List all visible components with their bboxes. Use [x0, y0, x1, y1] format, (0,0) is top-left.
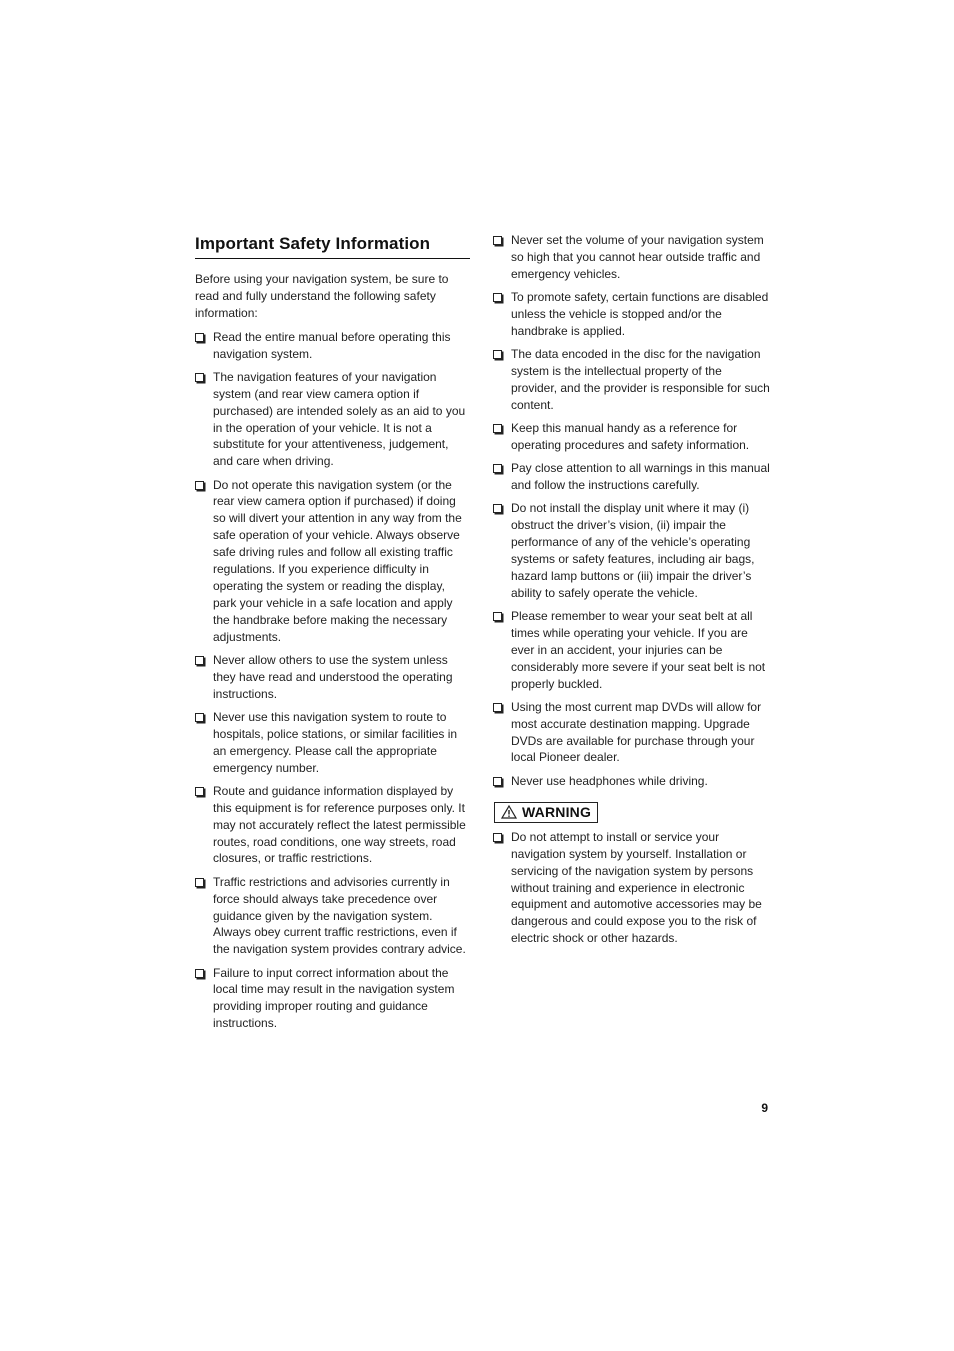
list-item-text: The navigation features of your navigation system (and rear view camera option if purchased) are intended solely as an aid to you in the operation of your vehicle. It is not a substitute for your attentiveness, judgement, and care when driving.: [213, 369, 466, 469]
list-item-text: Never use this navigation system to route to hospitals, police stations, or similar facilities in an emergency. Please call the appropriate emergency number.: [213, 709, 458, 775]
safety-list-left: [195, 329, 470, 1032]
list-item: [493, 699, 770, 767]
list-item-text: Please remember to wear your seat belt at all times while operating your vehicle. If you are ever in an accident, your injuries can be considerably more severe if your seat belt is not properly buckled.: [511, 608, 766, 691]
checkbox-bullet-icon: [195, 969, 204, 978]
checkbox-bullet-icon: [195, 713, 204, 722]
right-column: [493, 232, 770, 954]
list-item-text: Traffic restrictions and advisories currently in force should always take precedence over guidance given by the navigation system. Always obey current traffic restrictions, even if the navigation system provides contrary advice.: [213, 874, 466, 957]
list-item-text: Pay close attention to all warnings in this manual and follow the instructions carefully.: [511, 461, 770, 492]
checkbox-bullet-icon: [195, 787, 204, 796]
checkbox-bullet-icon: [493, 350, 502, 359]
list-item-text: Keep this manual handy as a reference for operating procedures and safety information.: [511, 420, 750, 452]
list-item: [493, 420, 770, 454]
checkbox-bullet-icon: [493, 424, 502, 433]
intro-paragraph: Before using your navigation system, be sure to read and fully understand the following safety information:: [195, 272, 449, 320]
list-item-text: Never allow others to use the system unless they have read and understood the operating instructions.: [213, 652, 453, 701]
list-item: [493, 232, 770, 283]
checkbox-bullet-icon: [493, 504, 502, 513]
list-item: [195, 329, 470, 363]
list-item-text: Do not operate this navigation system (or the rear view camera option if purchased) if doing so will divert your attention in any way from the safe operation of your vehicle. Always observe safe driving rules and follow all existing traffic regulations. If you experience difficulty in operating the system or reading the display, park your vehicle in a safe location and apply the handbrake before making the necessary adjustments.: [213, 477, 462, 644]
checkbox-bullet-icon: [493, 293, 502, 302]
list-item-text: Route and guidance information displayed by this equipment is for reference purposes only. It may not accurately reflect the latest permissible routes, road conditions, one way streets, road closures, or traffic restrictions.: [213, 783, 466, 866]
checkbox-bullet-icon: [493, 464, 502, 473]
list-item: [493, 608, 770, 693]
checkbox-bullet-icon: [195, 656, 204, 665]
warning-heading: [494, 802, 598, 823]
list-item: [195, 477, 470, 646]
checkbox-bullet-icon: [493, 777, 502, 786]
list-item-text: Read the entire manual before operating this navigation system.: [213, 329, 451, 361]
list-item: [493, 460, 770, 494]
list-item: [493, 346, 770, 414]
list-item-text: Failure to input correct information about the local time may result in the navigation system providing improper routing and guidance instructions.: [213, 965, 455, 1031]
checkbox-bullet-icon: [493, 703, 502, 712]
list-item: [493, 289, 770, 340]
list-item: [493, 500, 770, 601]
checkbox-bullet-icon: [195, 373, 204, 382]
checkbox-bullet-icon: [493, 612, 502, 621]
page-number: 9: [761, 1101, 768, 1115]
list-item: [195, 369, 470, 470]
list-item-text: Do not install the display unit where it may (i) obstruct the driver’s vision, (ii) impair the performance of any of the vehicle’s operating systems or safety features, including air bags, hazard lamp buttons or (iii) impair the driver’s ability to safely operate the vehicle.: [511, 501, 755, 600]
warning-triangle-icon: [501, 805, 517, 819]
list-item-text: Never use headphones while driving.: [511, 773, 708, 788]
list-item: [493, 773, 770, 790]
checkbox-bullet-icon: [195, 333, 204, 342]
list-item: [195, 874, 470, 959]
checkbox-bullet-icon: [493, 236, 502, 245]
list-item: [493, 829, 770, 947]
list-item-text: Using the most current map DVDs will allow for most accurate destination mapping. Upgrade DVDs are available for purchase through your local Pioneer dealer.: [511, 699, 762, 765]
list-item-text: Do not attempt to install or service your navigation system by yourself. Installation or servicing of the navigation system by persons without training and experience in electronic equipment and automotive accessories may be dangerous and could expose you to the risk of electric shock or other hazards.: [511, 829, 762, 946]
left-column: [195, 232, 470, 1038]
list-item-text: To promote safety, certain functions are disabled unless the vehicle is stopped and/or the handbrake is applied.: [511, 290, 769, 338]
list-item: [195, 652, 470, 703]
list-item: [195, 965, 470, 1033]
checkbox-bullet-icon: [493, 833, 502, 842]
list-item: [195, 783, 470, 868]
checkbox-bullet-icon: [195, 878, 204, 887]
section-title: Important Safety Information: [195, 232, 470, 259]
safety-list-right: [493, 232, 770, 790]
warning-list: [493, 829, 770, 947]
checkbox-bullet-icon: [195, 481, 204, 490]
list-item: [195, 709, 470, 777]
list-item-text: The data encoded in the disc for the navigation system is the intellectual property of the provider, and the provider is responsible for such content.: [511, 347, 770, 412]
list-item-text: Never set the volume of your navigation system so high that you cannot hear outside traffic and emergency vehicles.: [511, 233, 764, 281]
warning-label: WARNING: [522, 804, 592, 821]
